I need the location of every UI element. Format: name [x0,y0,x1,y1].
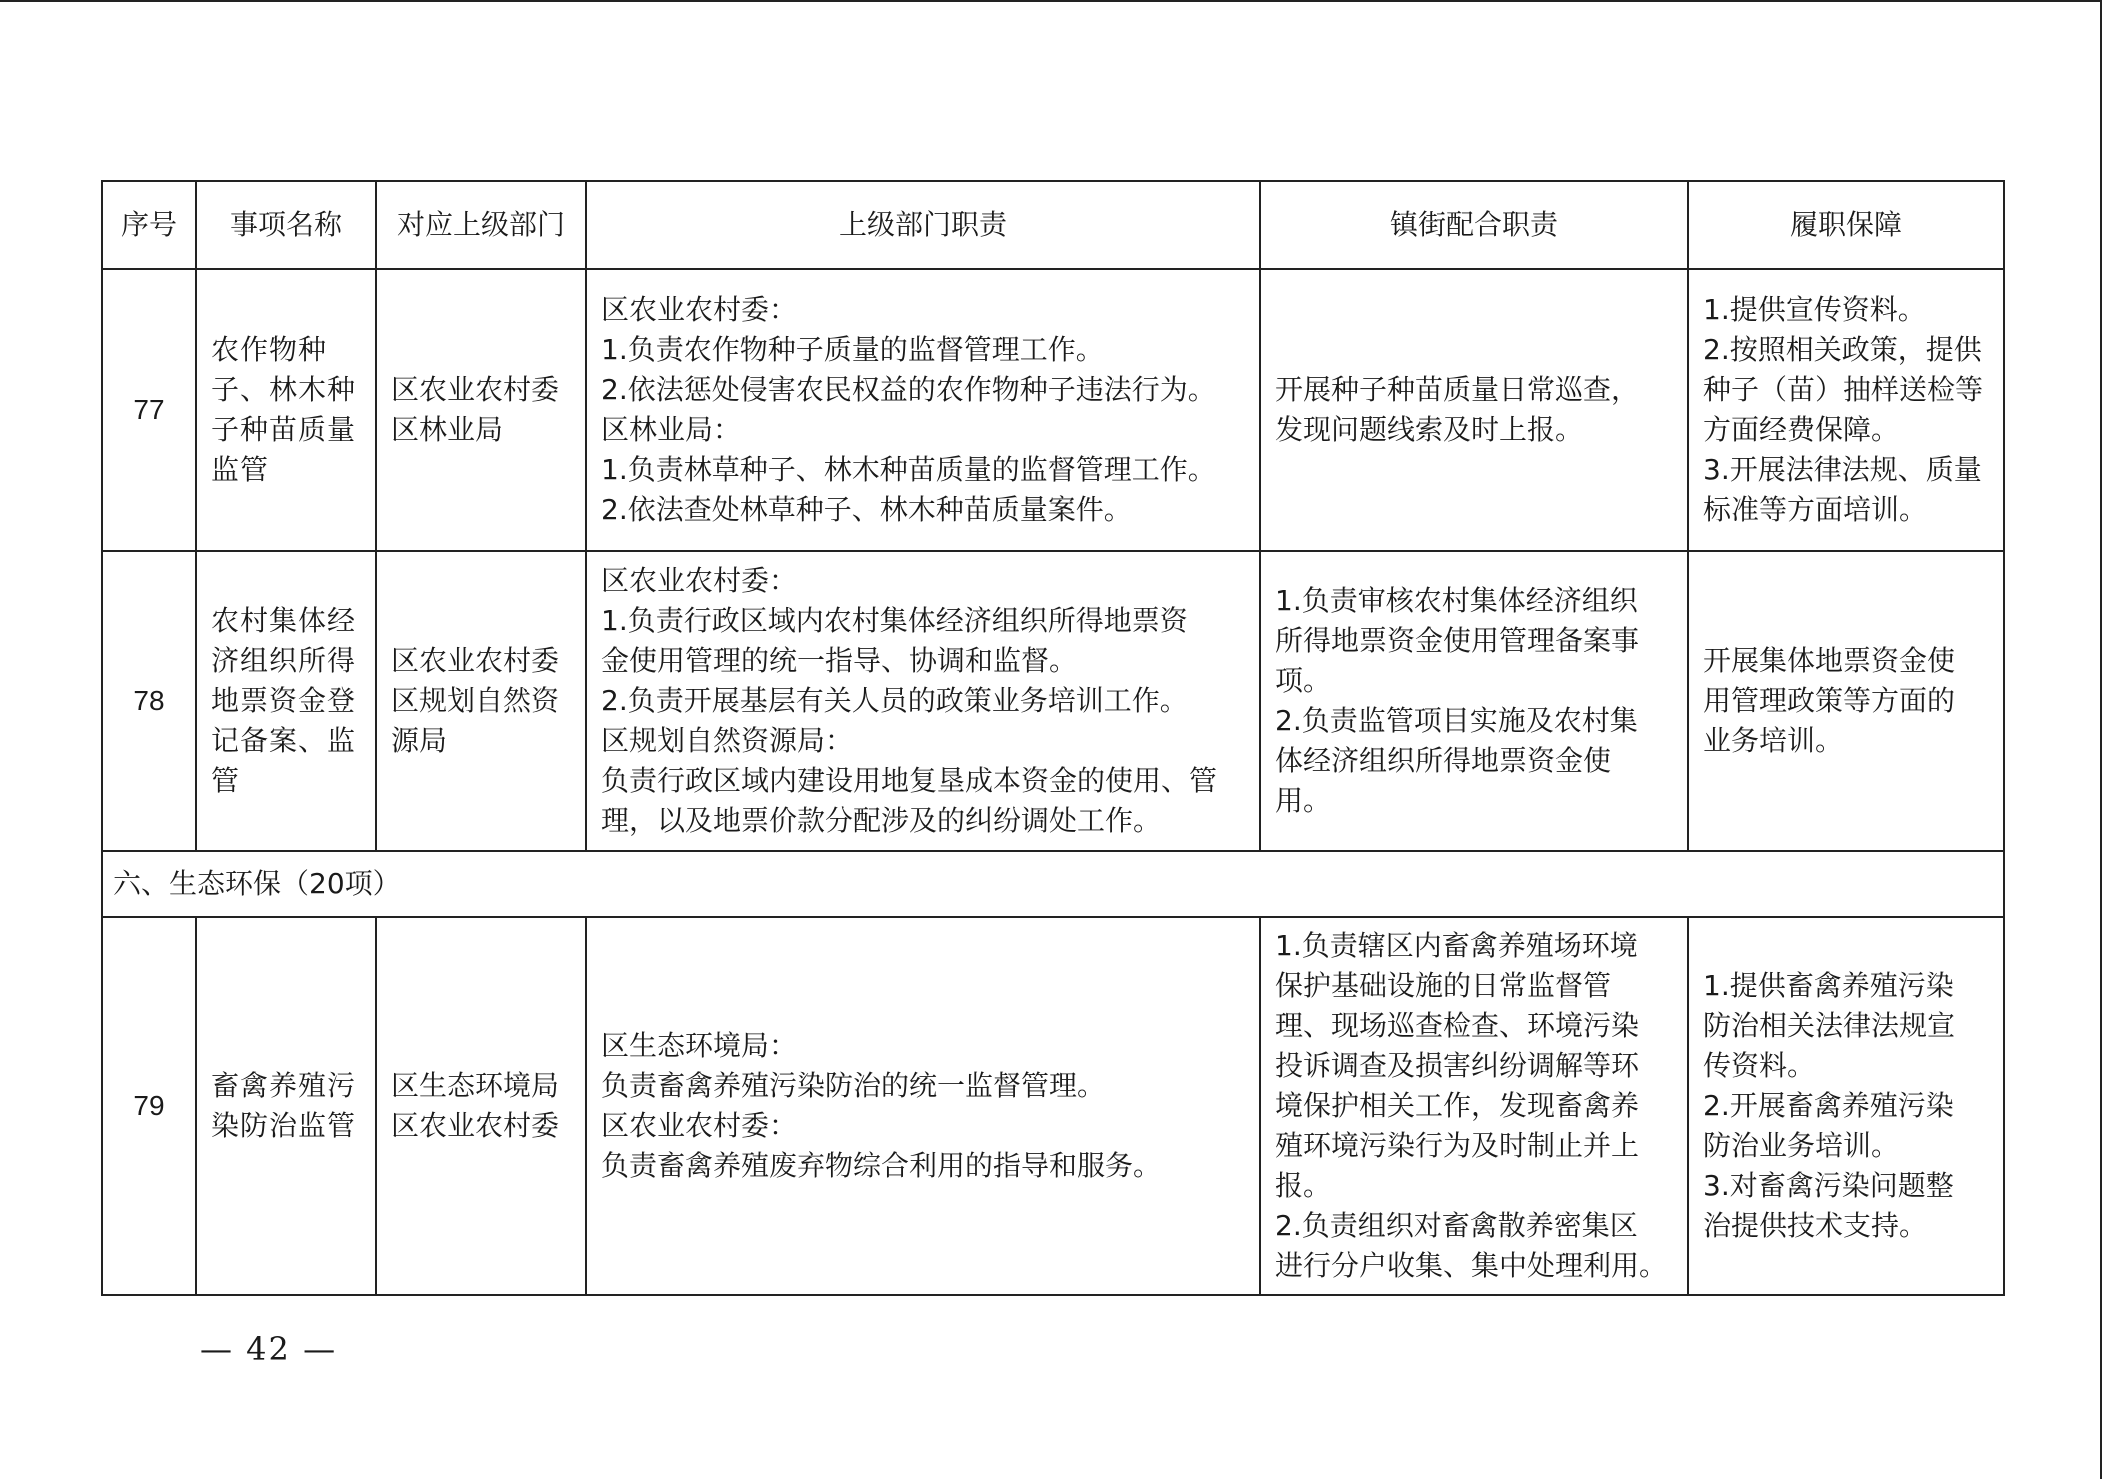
responsibility-table [101,180,2005,1296]
guarantee-line: 1.提供宣传资料。 [1703,293,1926,326]
header-guarantee: 履职保障 [1688,181,2004,269]
town-line: 1.负责审核农村集体经济组织 [1275,584,1638,617]
item-name-line: 记备案、监 [211,724,357,757]
duty-line: 理，以及地票价款分配涉及的纠纷调处工作。 [601,804,1162,837]
duty-line: 1.负责农作物种子质量的监督管理工作。 [601,333,1104,366]
header-upper-dept: 对应上级部门 [376,181,586,269]
duty-line: 负责畜禽养殖污染防治的统一监督管理。 [601,1069,1106,1102]
town-line: 发现问题线索及时上报。 [1275,413,1584,446]
row-upper-duty [586,917,1260,1295]
guarantee-line: 防治相关法律法规宣 [1703,1009,1956,1042]
duty-line: 负责畜禽养殖废弃物综合利用的指导和服务。 [601,1149,1162,1182]
row-item-name [196,917,376,1295]
dept-line: 区农业农村委 [391,1109,560,1142]
row-upper-dept [376,269,586,551]
town-line: 项。 [1275,664,1332,697]
section-label: 六、生态环保（20项） [102,851,2004,917]
row-upper-dept [376,917,586,1295]
row-seq: 79 [102,917,196,1295]
duty-line: 区林业局： [601,413,742,446]
guarantee-line: 开展集体地票资金使 [1703,644,1956,677]
town-line: 2.负责监管项目实施及农村集 [1275,704,1638,737]
dept-line: 区林业局 [391,413,504,446]
town-line: 1.负责辖区内畜禽养殖场环境 [1275,929,1638,962]
row-seq: 77 [102,269,196,551]
duty-line: 2.依法惩处侵害农民权益的农作物种子违法行为。 [601,373,1216,406]
guarantee-line: 方面经费保障。 [1703,413,1900,446]
dept-line: 区生态环境局 [391,1069,560,1102]
item-name-line: 畜禽养殖污 [211,1069,357,1102]
town-line: 投诉调查及损害纠纷调解等环 [1275,1049,1640,1082]
duty-line: 2.负责开展基层有关人员的政策业务培训工作。 [601,684,1188,717]
item-name-line: 染防治监管 [211,1109,357,1142]
item-name-line: 监管 [211,453,270,486]
row-guarantee [1688,917,2004,1295]
header-upper-duty: 上级部门职责 [586,181,1260,269]
guarantee-line: 业务培训。 [1703,724,1844,757]
town-line: 开展种子种苗质量日常巡查， [1275,373,1640,406]
header-town-duty: 镇街配合职责 [1260,181,1688,269]
row-town-duty [1260,917,1688,1295]
item-name-line: 农村集体经 [211,604,357,637]
item-name-line: 农作物种 [211,333,328,366]
town-line: 理、现场巡查检查、环境污染 [1275,1009,1640,1042]
dept-line: 源局 [391,724,448,757]
guarantee-line: 2.开展畜禽养殖污染 [1703,1089,1954,1122]
town-line: 进行分户收集、集中处理利用。 [1275,1249,1668,1282]
table-row [102,269,2004,551]
item-name-line: 济组织所得 [211,644,357,677]
guarantee-line: 标准等方面培训。 [1703,493,1928,526]
item-name-line: 子、林木种 [211,373,357,406]
table-row [102,551,2004,851]
row-town-duty [1260,551,1688,851]
duty-line: 区规划自然资源局： [601,724,854,757]
row-upper-dept [376,551,586,851]
row-item-name [196,269,376,551]
duty-line: 区农业农村委： [601,564,798,597]
table-header-row [102,181,2004,269]
row-seq: 78 [102,551,196,851]
duty-line: 1.负责林草种子、林木种苗质量的监督管理工作。 [601,453,1216,486]
duty-line: 区生态环境局： [601,1029,798,1062]
dept-line: 区规划自然资 [391,684,560,717]
row-item-name [196,551,376,851]
duty-line: 2.依法查处林草种子、林木种苗质量案件。 [601,493,1132,526]
guarantee-line: 防治业务培训。 [1703,1129,1900,1162]
town-line: 2.负责组织对畜禽散养密集区 [1275,1209,1638,1242]
town-line: 用。 [1275,784,1332,817]
section-row [102,851,2004,917]
guarantee-line: 治提供技术支持。 [1703,1209,1928,1242]
row-guarantee [1688,269,2004,551]
guarantee-line: 传资料。 [1703,1049,1816,1082]
item-name-line: 管 [211,764,241,797]
table-row [102,917,2004,1295]
row-upper-duty [586,551,1260,851]
item-name-line: 地票资金登 [211,684,357,717]
town-line: 报。 [1275,1169,1332,1202]
duty-line: 1.负责行政区域内农村集体经济组织所得地票资 [601,604,1188,637]
duty-line: 区农业农村委： [601,293,798,326]
town-line: 殖环境污染行为及时制止并上 [1275,1129,1640,1162]
duty-line: 区农业农村委： [601,1109,798,1142]
page-number: — 42 — [200,1330,338,1368]
town-line: 保护基础设施的日常监督管 [1275,969,1612,1002]
item-name-line: 子种苗质量 [211,413,357,446]
guarantee-line: 1.提供畜禽养殖污染 [1703,969,1954,1002]
row-upper-duty [586,269,1260,551]
dept-line: 区农业农村委 [391,373,560,406]
guarantee-line: 3.对畜禽污染问题整 [1703,1169,1954,1202]
guarantee-line: 3.开展法律法规、质量 [1703,453,1982,486]
duty-line: 金使用管理的统一指导、协调和监督。 [601,644,1078,677]
guarantee-line: 2.按照相关政策，提供 [1703,333,1982,366]
row-town-duty [1260,269,1688,551]
row-guarantee [1688,551,2004,851]
guarantee-line: 用管理政策等方面的 [1703,684,1956,717]
town-line: 境保护相关工作，发现畜禽养 [1275,1089,1640,1122]
duty-line: 负责行政区域内建设用地复垦成本资金的使用、管 [601,764,1218,797]
header-item-name: 事项名称 [196,181,376,269]
guarantee-line: 种子（苗）抽样送检等 [1703,373,1984,406]
header-seq: 序号 [102,181,196,269]
town-line: 体经济组织所得地票资金使 [1275,744,1612,777]
town-line: 所得地票资金使用管理备案事 [1275,624,1640,657]
dept-line: 区农业农村委 [391,644,560,677]
